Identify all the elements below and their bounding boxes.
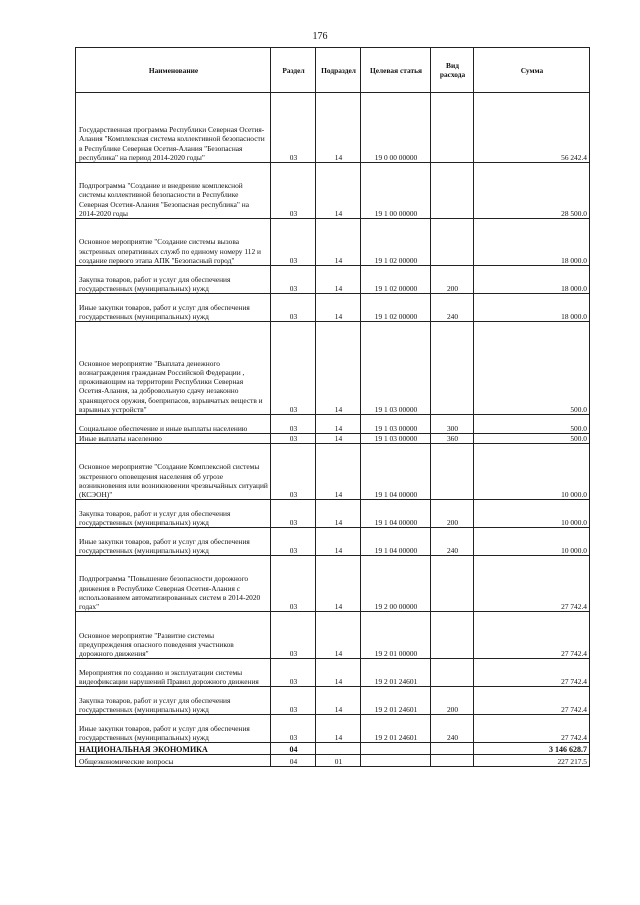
column-header-name: Наименование bbox=[76, 48, 271, 93]
cell-subsection: 14 bbox=[316, 93, 361, 163]
cell-name: Основное мероприятие "Создание системы вызова экстренных оперативных служб по единому номеру 112 и создание первого этапа АПК "Безопасный город" bbox=[76, 219, 271, 266]
cell-section: 03 bbox=[271, 556, 316, 612]
cell-target: 19 0 00 00000 bbox=[361, 93, 431, 163]
cell-subsection: 14 bbox=[316, 294, 361, 322]
cell-section: 03 bbox=[271, 266, 316, 294]
table-row bbox=[76, 434, 590, 444]
cell-type bbox=[431, 659, 474, 687]
cell-type bbox=[431, 163, 474, 219]
cell-subsection: 14 bbox=[316, 434, 361, 444]
cell-target: 19 2 01 24601 bbox=[361, 715, 431, 743]
cell-type bbox=[431, 219, 474, 266]
cell-amount: 3 146 628.7 bbox=[474, 743, 590, 755]
cell-name: Основное мероприятие "Развитие системы предупреждения опасного поведения участников дорожного движения" bbox=[76, 612, 271, 659]
cell-name: Социальное обеспечение и иные выплаты населению bbox=[76, 415, 271, 434]
cell-section: 03 bbox=[271, 163, 316, 219]
table-row bbox=[76, 294, 590, 322]
table-row bbox=[76, 415, 590, 434]
cell-name: Мероприятия по созданию и эксплуатации системы видеофиксации нарушений Правил дорожного движения bbox=[76, 659, 271, 687]
column-header-section: Раздел bbox=[271, 48, 316, 93]
cell-subsection: 14 bbox=[316, 556, 361, 612]
cell-subsection: 14 bbox=[316, 322, 361, 415]
cell-amount: 500.0 bbox=[474, 434, 590, 444]
cell-name: Закупка товаров, работ и услуг для обеспечения государственных (муниципальных) нужд bbox=[76, 687, 271, 715]
cell-name: Закупка товаров, работ и услуг для обеспечения государственных (муниципальных) нужд bbox=[76, 500, 271, 528]
cell-name: Основное мероприятие "Выплата денежного вознаграждения гражданам Российской Федерации , проживающим на территории Республики Северная Осетия-Алания, за добровольную сдачу незаконно хранящегося оружия, боеприпасов, взрывчатых веществ и взрывных устройств" bbox=[76, 322, 271, 415]
cell-name: Закупка товаров, работ и услуг для обеспечения государственных (муниципальных) нужд bbox=[76, 266, 271, 294]
cell-name: Иные закупки товаров, работ и услуг для обеспечения государственных (муниципальных) нужд bbox=[76, 294, 271, 322]
cell-subsection: 14 bbox=[316, 444, 361, 500]
cell-target: 19 1 04 00000 bbox=[361, 528, 431, 556]
cell-section: 03 bbox=[271, 444, 316, 500]
cell-name: Иные закупки товаров, работ и услуг для обеспечения государственных (муниципальных) нужд bbox=[76, 528, 271, 556]
cell-target bbox=[361, 755, 431, 767]
cell-type bbox=[431, 755, 474, 767]
cell-type: 300 bbox=[431, 415, 474, 434]
cell-amount: 18 000.0 bbox=[474, 294, 590, 322]
cell-type: 240 bbox=[431, 715, 474, 743]
cell-amount: 18 000.0 bbox=[474, 219, 590, 266]
cell-section: 03 bbox=[271, 715, 316, 743]
cell-type: 200 bbox=[431, 266, 474, 294]
cell-section: 03 bbox=[271, 612, 316, 659]
cell-section: 03 bbox=[271, 219, 316, 266]
cell-target: 19 1 03 00000 bbox=[361, 415, 431, 434]
cell-section: 04 bbox=[271, 743, 316, 755]
cell-type: 360 bbox=[431, 434, 474, 444]
cell-amount: 500.0 bbox=[474, 415, 590, 434]
cell-amount: 10 000.0 bbox=[474, 444, 590, 500]
cell-subsection: 14 bbox=[316, 163, 361, 219]
table-row bbox=[76, 612, 590, 659]
cell-amount: 27 742.4 bbox=[474, 687, 590, 715]
cell-amount: 27 742.4 bbox=[474, 715, 590, 743]
cell-target: 19 1 02 00000 bbox=[361, 266, 431, 294]
budget-table bbox=[75, 47, 590, 767]
cell-section: 03 bbox=[271, 687, 316, 715]
table-row bbox=[76, 687, 590, 715]
cell-target: 19 2 00 00000 bbox=[361, 556, 431, 612]
table-row bbox=[76, 715, 590, 743]
cell-amount: 27 742.4 bbox=[474, 612, 590, 659]
cell-target: 19 2 01 00000 bbox=[361, 612, 431, 659]
page-number: 176 bbox=[312, 31, 328, 42]
cell-type bbox=[431, 322, 474, 415]
cell-type: 200 bbox=[431, 500, 474, 528]
table-row bbox=[76, 659, 590, 687]
cell-type bbox=[431, 743, 474, 755]
cell-section: 03 bbox=[271, 528, 316, 556]
cell-name: НАЦИОНАЛЬНАЯ ЭКОНОМИКА bbox=[76, 743, 271, 755]
cell-amount: 27 742.4 bbox=[474, 556, 590, 612]
cell-target: 19 1 03 00000 bbox=[361, 434, 431, 444]
cell-type: 200 bbox=[431, 687, 474, 715]
column-header-type: Вид расхода bbox=[431, 48, 474, 93]
cell-section: 04 bbox=[271, 755, 316, 767]
cell-name: Общеэкономические вопросы bbox=[76, 755, 271, 767]
cell-type bbox=[431, 612, 474, 659]
cell-section: 03 bbox=[271, 500, 316, 528]
cell-name: Иные выплаты населению bbox=[76, 434, 271, 444]
table-row bbox=[76, 500, 590, 528]
cell-subsection: 14 bbox=[316, 659, 361, 687]
table-row bbox=[76, 266, 590, 294]
cell-target bbox=[361, 743, 431, 755]
cell-target: 19 2 01 24601 bbox=[361, 659, 431, 687]
cell-target: 19 2 01 24601 bbox=[361, 687, 431, 715]
table-row bbox=[76, 755, 590, 767]
cell-name: Основное мероприятие "Создание Комплексной системы экстренного оповещения населения об угрозе возникновения или возникновении чрезвычайных ситуаций (КСЭОН)" bbox=[76, 444, 271, 500]
cell-amount: 28 500.0 bbox=[474, 163, 590, 219]
cell-section: 03 bbox=[271, 93, 316, 163]
table-row bbox=[76, 163, 590, 219]
cell-subsection bbox=[316, 743, 361, 755]
cell-subsection: 14 bbox=[316, 219, 361, 266]
cell-target: 19 1 03 00000 bbox=[361, 322, 431, 415]
cell-amount: 500.0 bbox=[474, 322, 590, 415]
cell-type: 240 bbox=[431, 528, 474, 556]
table-row bbox=[76, 556, 590, 612]
cell-type bbox=[431, 556, 474, 612]
cell-name: Подпрограмма "Повышение безопасности дорожного движения в Республике Северная Осетия-Алания с использованием автоматизированных систем в 2014-2020 годах" bbox=[76, 556, 271, 612]
cell-target: 19 1 04 00000 bbox=[361, 444, 431, 500]
cell-target: 19 1 02 00000 bbox=[361, 219, 431, 266]
cell-target: 19 1 02 00000 bbox=[361, 294, 431, 322]
cell-subsection: 14 bbox=[316, 266, 361, 294]
table-row bbox=[76, 528, 590, 556]
cell-amount: 18 000.0 bbox=[474, 266, 590, 294]
cell-subsection: 14 bbox=[316, 415, 361, 434]
cell-subsection: 14 bbox=[316, 687, 361, 715]
cell-section: 03 bbox=[271, 322, 316, 415]
cell-name: Подпрограмма "Создание и внедрение комплексной системы коллективной безопасности в Республике Северная Осетия-Алания "Безопасная республика" на 2014-2020 годы bbox=[76, 163, 271, 219]
cell-name: Государственная программа Республики Северная Осетия-Алания "Комплексная система коллективной безопасности в Республике Северная Осетия-Алания "Безопасная республика" на период 2014-2020 годы" bbox=[76, 93, 271, 163]
cell-subsection: 01 bbox=[316, 755, 361, 767]
table-row bbox=[76, 743, 590, 755]
cell-name: Иные закупки товаров, работ и услуг для обеспечения государственных (муниципальных) нужд bbox=[76, 715, 271, 743]
cell-section: 03 bbox=[271, 294, 316, 322]
cell-type bbox=[431, 444, 474, 500]
cell-section: 03 bbox=[271, 434, 316, 444]
cell-amount: 27 742.4 bbox=[474, 659, 590, 687]
table-row bbox=[76, 322, 590, 415]
column-header-subsection: Подраздел bbox=[316, 48, 361, 93]
cell-type: 240 bbox=[431, 294, 474, 322]
cell-section: 03 bbox=[271, 659, 316, 687]
table-row bbox=[76, 93, 590, 163]
cell-amount: 10 000.0 bbox=[474, 528, 590, 556]
cell-subsection: 14 bbox=[316, 612, 361, 659]
cell-subsection: 14 bbox=[316, 500, 361, 528]
cell-target: 19 1 04 00000 bbox=[361, 500, 431, 528]
column-header-amount: Сумма bbox=[474, 48, 590, 93]
cell-target: 19 1 00 00000 bbox=[361, 163, 431, 219]
cell-section: 03 bbox=[271, 415, 316, 434]
cell-amount: 10 000.0 bbox=[474, 500, 590, 528]
cell-subsection: 14 bbox=[316, 528, 361, 556]
cell-amount: 56 242.4 bbox=[474, 93, 590, 163]
cell-subsection: 14 bbox=[316, 715, 361, 743]
cell-amount: 227 217.5 bbox=[474, 755, 590, 767]
table-row bbox=[76, 219, 590, 266]
cell-type bbox=[431, 93, 474, 163]
table-row bbox=[76, 444, 590, 500]
table-header-row bbox=[76, 48, 590, 93]
column-header-target: Целевая статья bbox=[361, 48, 431, 93]
